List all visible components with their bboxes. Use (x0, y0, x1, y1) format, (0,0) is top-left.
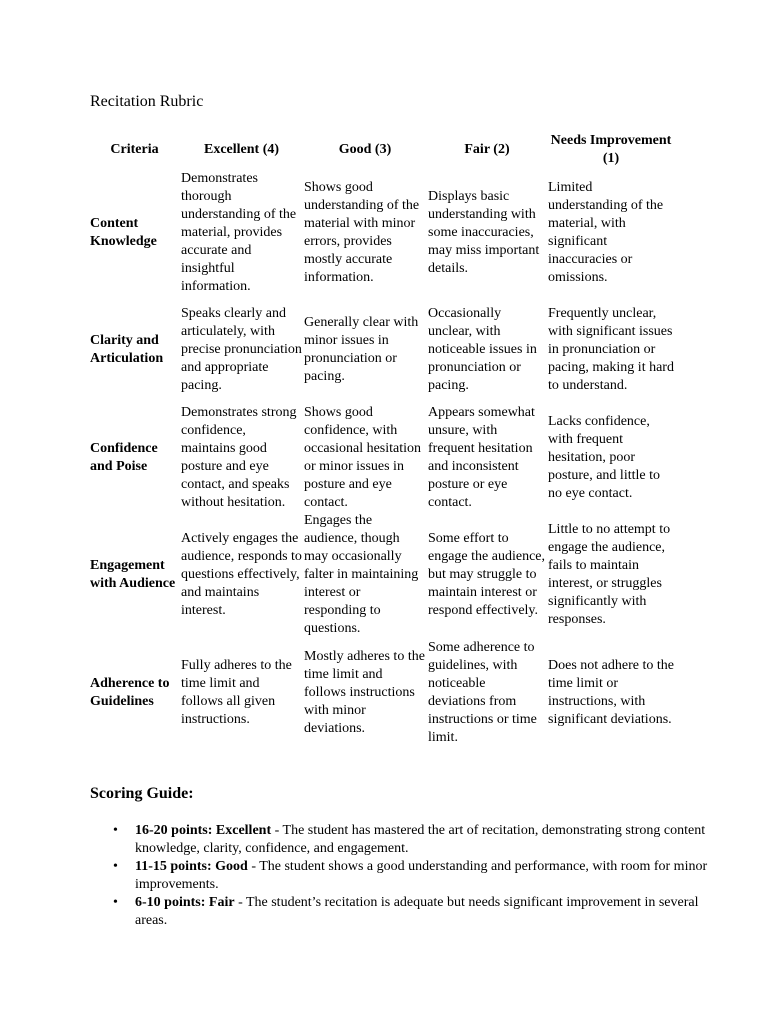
cell-fair: Occasionally unclear, with noticeable issues in pronunciation or pacing. (428, 306, 537, 393)
cell-excellent: Fully adheres to the time limit and follows all given instructions. (181, 658, 292, 727)
rubric-row-adherence (89, 638, 675, 748)
list-item (113, 822, 715, 858)
list-item (113, 858, 715, 894)
header-criteria: Criteria (110, 142, 159, 157)
bullet-icon: • (113, 823, 118, 838)
rubric-row-clarity-articulation (89, 296, 675, 404)
score-range-label: 11-15 points: Good (135, 859, 248, 874)
score-description: - The student shows a good understanding and performance, with room for minor improvements. (135, 859, 708, 892)
score-range-label: 16-20 points: Excellent (135, 823, 272, 838)
cell-fair: Some adherence to guidelines, with noticeable deviations from instructions or time limit. (428, 640, 537, 745)
cell-excellent: Actively engages the audience, responds to questions effectively, and maintains interest. (181, 531, 302, 618)
bullet-icon: • (113, 859, 118, 874)
rubric-row-engagement (89, 512, 675, 638)
header-fair: Fair (2) (464, 142, 510, 157)
cell-needs-improvement: Lacks confidence, with frequent hesitation, poor posture, and little to no eye contact. (548, 414, 660, 501)
bullet-icon: • (113, 895, 118, 910)
cell-good: Shows good understanding of the material with minor errors, provides mostly accurate information. (304, 180, 420, 285)
cell-needs-improvement: Little to no attempt to engage the audience, fails to maintain interest, or struggles significantly with responses. (548, 522, 671, 627)
criterion-label: Engagement with Audience (90, 558, 176, 591)
score-description: - The student’s recitation is adequate but needs significant improvement in several areas. (135, 895, 699, 928)
cell-good: Shows good confidence, with occasional hesitation or minor issues in posture and eye contact. (304, 405, 422, 510)
header-good: Good (3) (338, 142, 392, 157)
rubric-row-content-knowledge (89, 170, 675, 296)
header-needs-improvement: Needs Improvement (1) (550, 133, 672, 166)
rubric-table (89, 130, 675, 748)
cell-good: Mostly adheres to the time limit and follows instructions with minor deviations. (304, 649, 425, 736)
cell-needs-improvement: Limited understanding of the material, with significant inaccuracies or omissions. (548, 180, 664, 285)
score-description: - The student has mastered the art of recitation, demonstrating strong content knowledge, clarity, confidence, and engagement. (135, 823, 706, 856)
cell-fair: Appears somewhat unsure, with frequent hesitation and inconsistent posture or eye contact. (428, 405, 535, 510)
scoring-guide-list (90, 822, 715, 930)
cell-fair: Some effort to engage the audience, but may struggle to maintain interest or respond effectively. (428, 531, 545, 618)
scoring-guide-heading: Scoring Guide: (90, 785, 194, 802)
criterion-label: Content Knowledge (90, 216, 157, 249)
cell-fair: Displays basic understanding with some inaccuracies, may miss important details. (428, 189, 540, 276)
list-item (113, 894, 715, 930)
header-excellent: Excellent (4) (203, 142, 280, 157)
criterion-label: Clarity and Articulation (90, 333, 164, 366)
cell-needs-improvement: Does not adhere to the time limit or instructions, with significant deviations. (548, 658, 674, 727)
cell-good: Generally clear with minor issues in pronunciation or pacing. (304, 315, 419, 384)
document-title: Recitation Rubric (90, 93, 204, 110)
rubric-header-row (89, 130, 675, 170)
criterion-label: Adherence to Guidelines (90, 676, 170, 709)
cell-excellent: Speaks clearly and articulately, with precise pronunciation and appropriate pacing. (181, 306, 302, 393)
cell-excellent: Demonstrates thorough understanding of the material, provides accurate and insightful information. (181, 171, 297, 294)
criterion-label: Confidence and Poise (90, 441, 158, 474)
score-range-label: 6-10 points: Fair (135, 895, 235, 910)
rubric-row-confidence-poise (89, 404, 675, 512)
cell-needs-improvement: Frequently unclear, with significant issues in pronunciation or pacing, making it hard to understand. (548, 306, 674, 393)
cell-good: Engages the audience, though may occasionally falter in maintaining interest or responding to questions. (304, 513, 419, 636)
cell-excellent: Demonstrates strong confidence, maintains good posture and eye contact, and speaks without hesitation. (181, 405, 297, 510)
